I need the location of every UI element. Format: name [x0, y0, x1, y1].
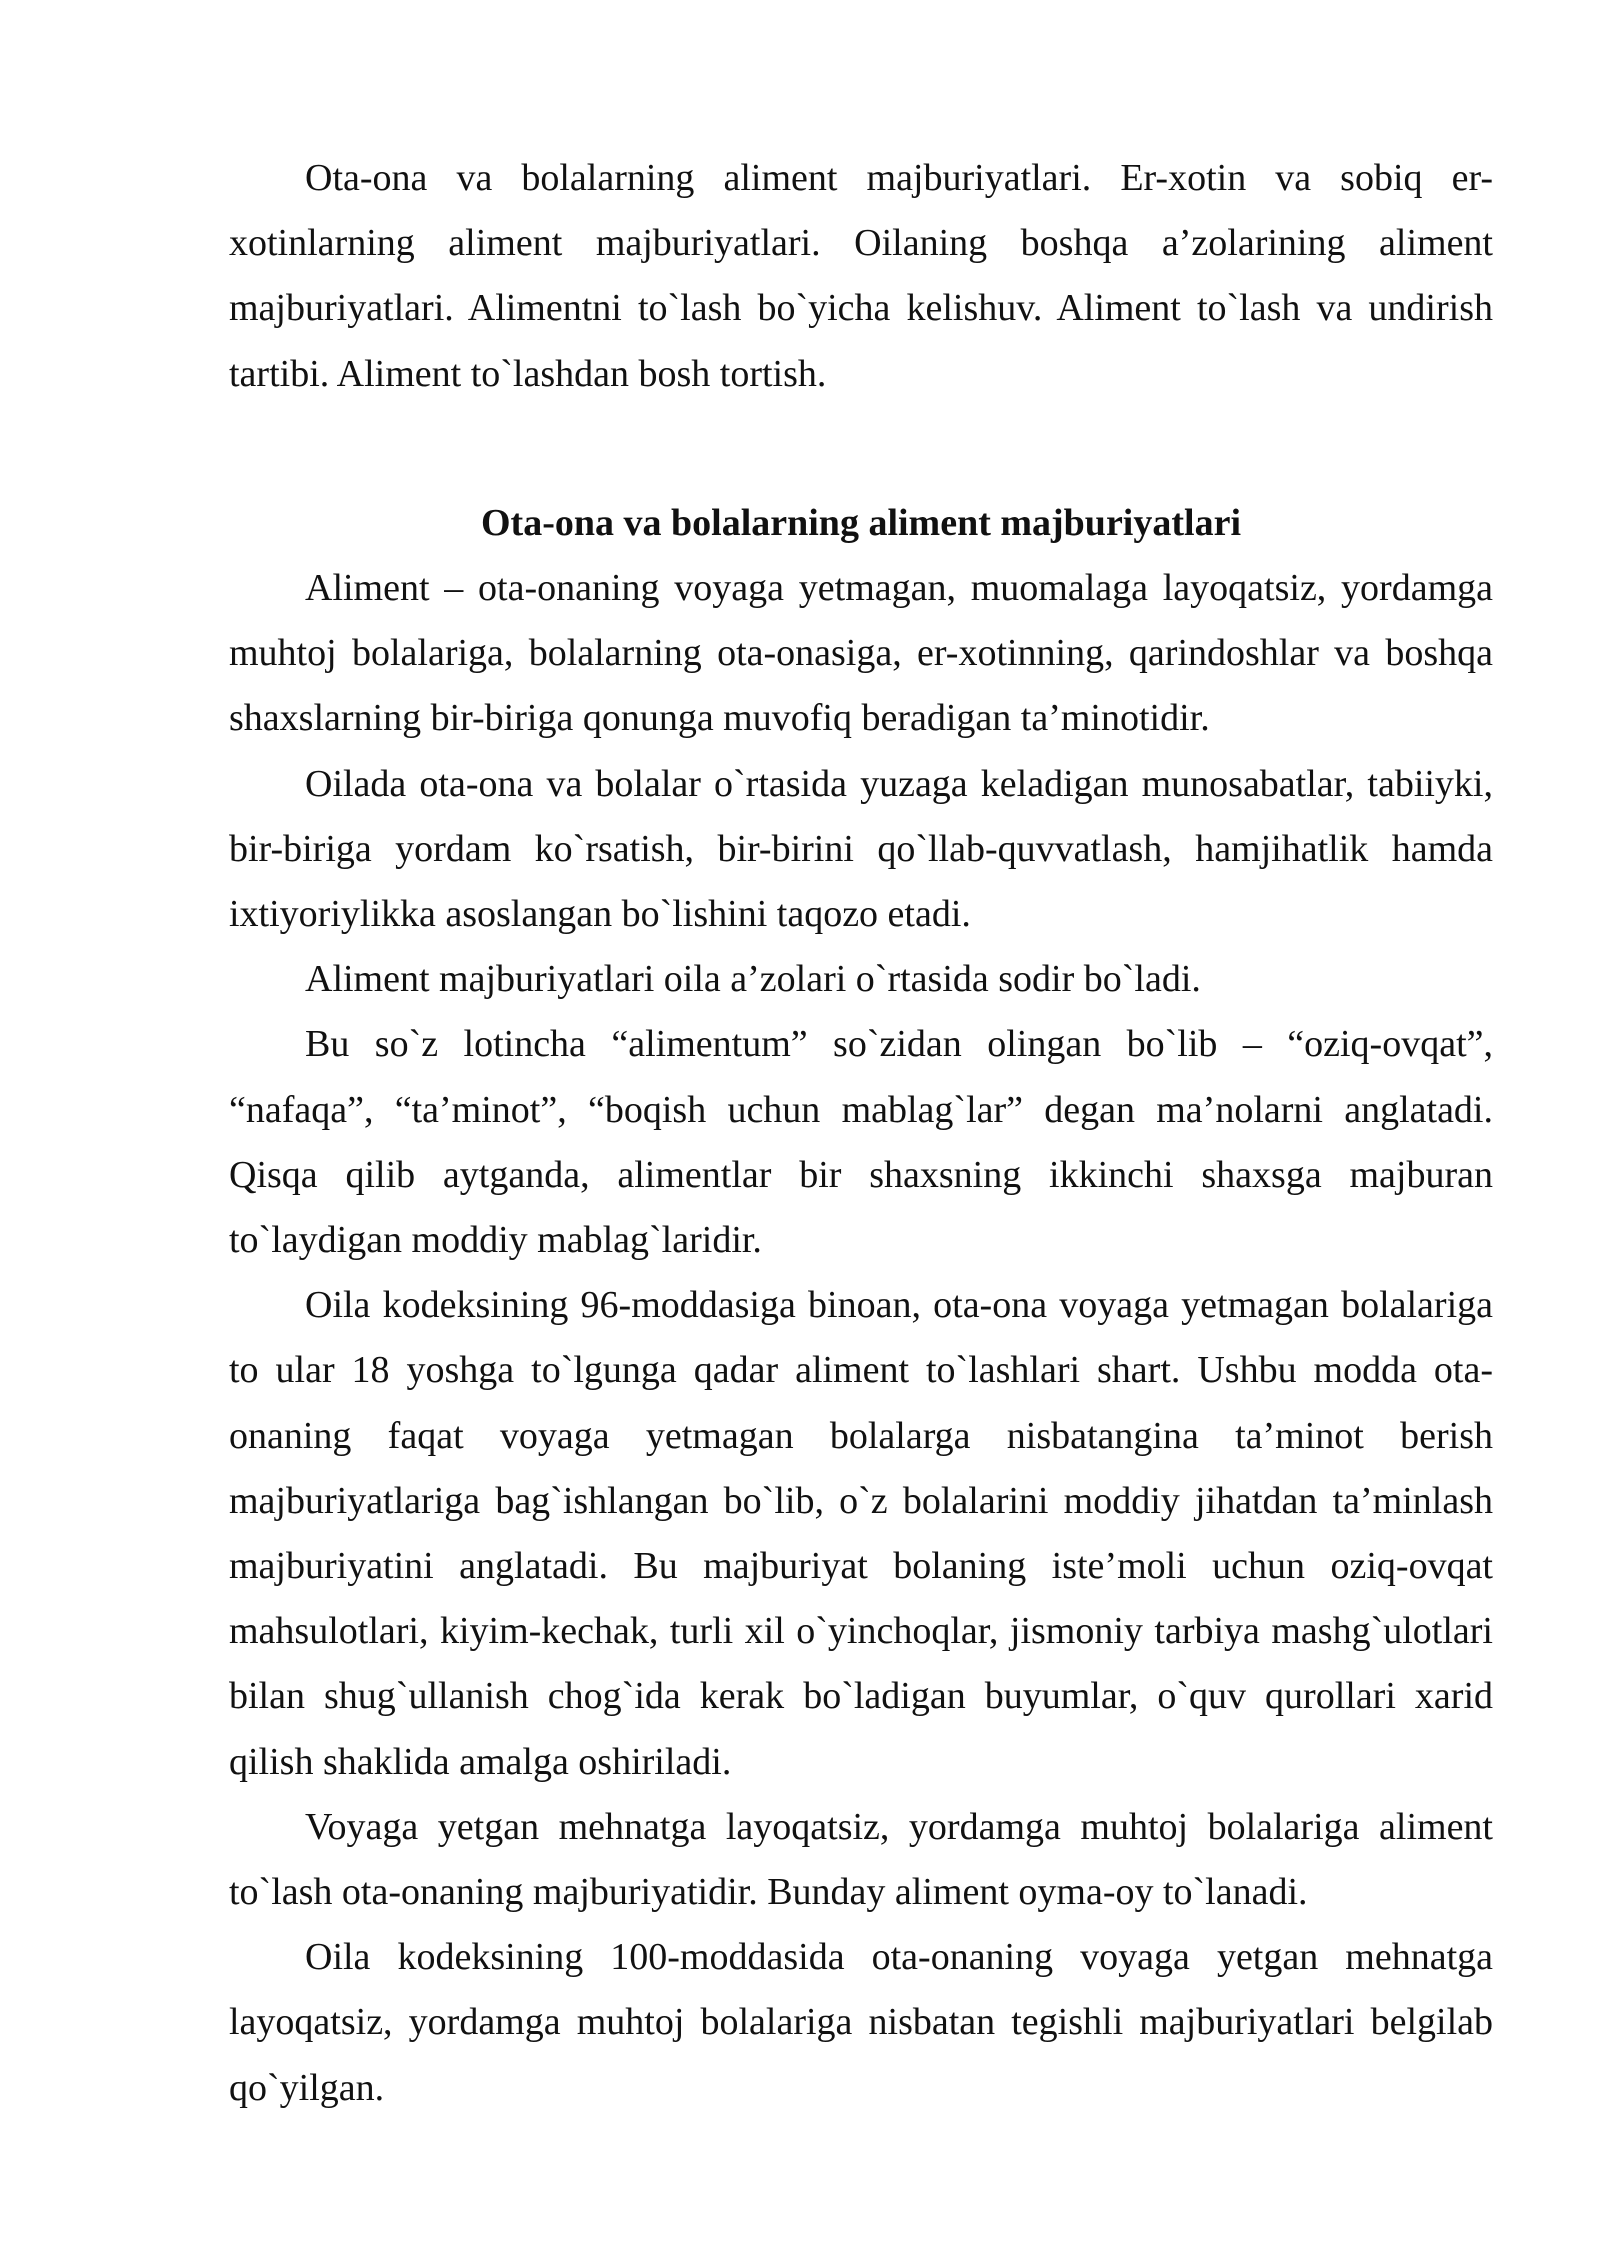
paragraph-3: Aliment majburiyatlari oila a’zolari o`rtasida sodir bo`ladi. [305, 958, 1201, 1001]
paragraph-1: Aliment – ota-onaning voyaga yetmagan, muomalaga layoqatsiz, yordamga muhtoj bolalariga, bolalarning ota-onasiga, er-xotinning, qarindoshlar va boshqa shaxslarning bir-biriga qonunga muvofiq beradigan ta’minotidir. [229, 567, 1493, 740]
document-page [229, 146, 1493, 2121]
intro-paragraph: Ota-ona va bolalarning aliment majburiyatlari. Er-xotin va sobiq er-xotinlarning aliment majburiyatlari. Oilaning boshqa a’zolarining aliment majburiyatlari. Alimentni to`lash bo`yicha kelishuv. Aliment to`lash va undirish tartibi. Aliment to`lashdan bosh tortish. [229, 157, 1493, 395]
paragraph-4: Bu so`z lotincha “alimentum” so`zidan olingan bo`lib – “oziq-ovqat”, “nafaqa”, “ta’minot”, “boqish uchun mablag`lar” degan ma’nolarni anglatadi. Qisqa qilib aytganda, alimentlar bir shaxsning ikkinchi shaxsga majburan to`laydigan moddiy mablag`laridir. [229, 1023, 1493, 1262]
section-heading: Ota-ona va bolalarning aliment majburiyatlari [481, 501, 1241, 544]
paragraph-6: Voyaga yetgan mehnatga layoqatsiz, yordamga muhtoj bolalariga aliment to`lash ota-onaning majburiyatidir. Bunday aliment oyma-oy to`lanadi. [229, 1805, 1493, 1914]
paragraph-2: Oilada ota-ona va bolalar o`rtasida yuzaga keladigan munosabatlar, tabiiyki, bir-biriga yordam ko`rsatish, bir-birini qo`llab-quvvatlash, hamjihatlik hamda ixtiyoriylikka asoslangan bo`lishini taqozo etadi. [229, 762, 1493, 936]
paragraph-7: Oila kodeksining 100-moddasida ota-onaning voyaga yetgan mehnatga layoqatsiz, yordamga muhtoj bolalariga nisbatan tegishli majburiyatlari belgilab qo`yilgan. [229, 1936, 1493, 2109]
paragraph-5: Oila kodeksining 96-moddasiga binoan, ota-ona voyaga yetmagan bolalariga to ular 18 yoshga to`lgunga qadar aliment to`lashlari shart. Ushbu modda ota-onaning faqat voyaga yetmagan bolalarga nisbatangina ta’minot berish majburiyatlariga bag`ishlangan bo`lib, o`z bolalarini moddiy jihatdan ta’minlash majburiyatini anglatadi. Bu majburiyat bolaning iste’moli uchun oziq-ovqat mahsulotlari, kiyim-kechak, turli xil o`yinchoqlar, jismoniy tarbiya mashg`ulotlari bilan shug`ullanish chog`ida kerak bo`ladigan buyumlar, o`quv qurollari xarid qilish shaklida amalga oshiriladi. [229, 1284, 1493, 1783]
